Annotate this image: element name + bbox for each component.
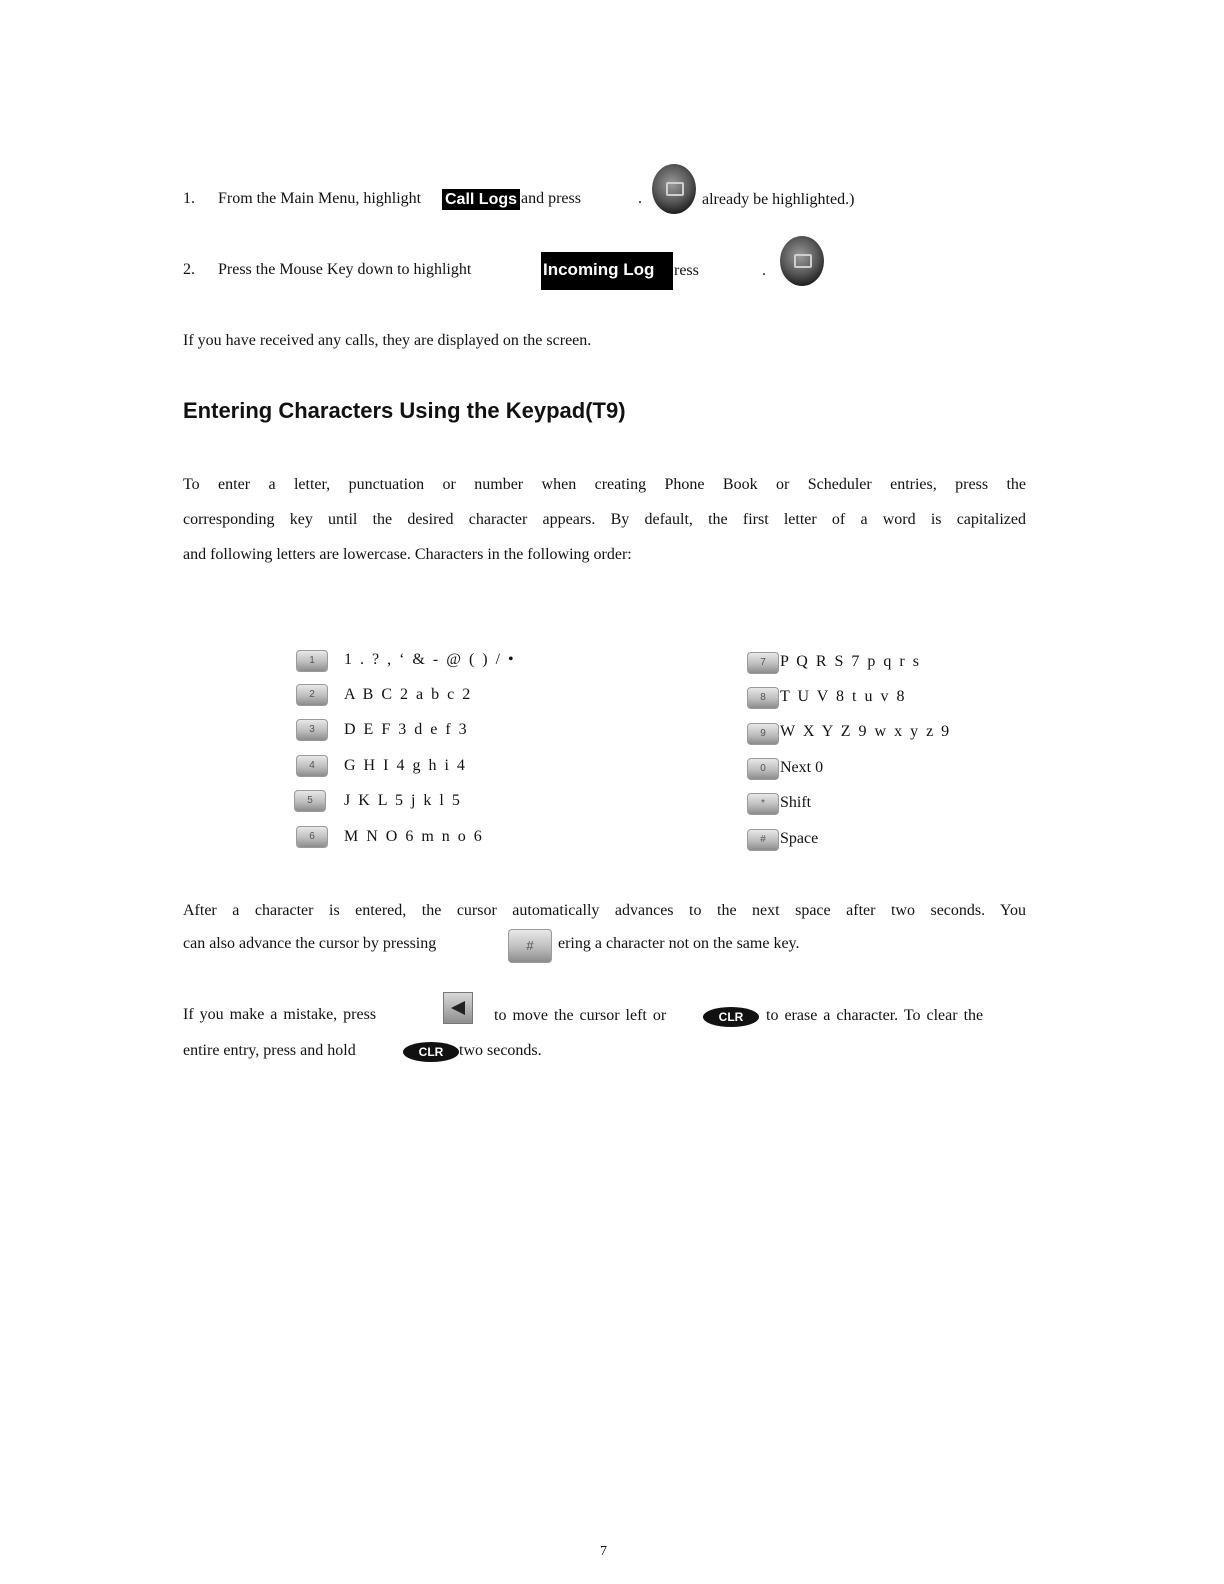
key-4-icon: 4 (296, 755, 328, 777)
key-0-chars: Next 0 (780, 759, 824, 776)
clr-key-icon: CLR (403, 1042, 459, 1062)
key-0-icon: 0 (747, 758, 779, 780)
key-star-icon: * (747, 793, 779, 815)
key-1-chars: 1 . ? , ‘ & - @ ( ) / • (344, 651, 516, 668)
key-6-chars: M N O 6 m n o 6 (344, 828, 484, 845)
call-logs-menu-label: Call Logs (442, 189, 520, 210)
mistake-line-1a: If you make a mistake, press (183, 1006, 377, 1023)
mistake-line-1c: to erase a character. To clear the (766, 1007, 984, 1024)
mistake-line-1b: to move the cursor left or (494, 1007, 667, 1024)
clr-key-icon: CLR (703, 1007, 759, 1027)
key-8-chars: T U V 8 t u v 8 (780, 688, 907, 705)
key-9-chars: W X Y Z 9 w x y z 9 (780, 723, 952, 740)
advance-line-1: After a character is entered, the cursor automatically advances to the next space after two seconds. You (183, 902, 1026, 919)
key-2-icon: 2 (296, 684, 328, 706)
key-3-chars: D E F 3 d e f 3 (344, 721, 469, 738)
section-title: Entering Characters Using the Keypad(T9) (183, 398, 626, 423)
mistake-line-2a: entire entry, press and hold (183, 1042, 356, 1059)
key-7-icon: 7 (747, 652, 779, 674)
key-1-icon: 1 (296, 650, 328, 672)
page-number: 7 (600, 1544, 607, 1559)
mouse-key-icon (780, 236, 824, 286)
left-arrow-key-icon (443, 992, 473, 1024)
step-1-dot: . (638, 190, 642, 207)
key-5-chars: J K L 5 j k l 5 (344, 792, 462, 809)
key-9-icon: 9 (747, 723, 779, 745)
key-7-chars: P Q R S 7 p q r s (780, 653, 921, 670)
key-pound-chars: Space (780, 830, 819, 847)
advance-line-2b: ering a character not on the same key. (558, 935, 800, 952)
step-2-text-press: ress (674, 262, 699, 279)
key-4-chars: G H I 4 g h i 4 (344, 757, 467, 774)
step-1-text-and-press: and press (521, 190, 581, 207)
mistake-line-2b: two seconds. (459, 1042, 542, 1059)
incoming-log-menu-label: Incoming Log (541, 252, 673, 290)
received-calls-note: If you have received any calls, they are displayed on the screen. (183, 332, 592, 349)
key-2-chars: A B C 2 a b c 2 (344, 686, 473, 703)
step-1-number: 1. (183, 190, 195, 207)
key-star-chars: Shift (780, 794, 812, 811)
intro-line: corresponding key until the desired character appears. By default, the first letter of a word is capitalized (183, 511, 1026, 528)
advance-line-2a: can also advance the cursor by pressing (183, 935, 437, 952)
step-2-text: Press the Mouse Key down to highlight (218, 261, 472, 278)
step-1-text: From the Main Menu, highlight (218, 190, 422, 207)
mouse-key-icon (652, 164, 696, 214)
step-2-dot: . (762, 262, 766, 279)
key-8-icon: 8 (747, 687, 779, 709)
key-5-icon: 5 (294, 790, 326, 812)
intro-line: and following letters are lowercase. Characters in the following order: (183, 546, 632, 563)
key-3-icon: 3 (296, 719, 328, 741)
intro-line: To enter a letter, punctuation or number when creating Phone Book or Scheduler entries, press the (183, 476, 1026, 493)
pound-key-icon: # (508, 929, 552, 963)
key-pound-icon: # (747, 829, 779, 851)
step-1-text-highlighted: already be highlighted.) (702, 191, 855, 208)
advance-paragraph (183, 893, 1026, 928)
step-2-number: 2. (183, 261, 195, 278)
key-6-icon: 6 (296, 826, 328, 848)
intro-paragraph (183, 467, 1026, 572)
